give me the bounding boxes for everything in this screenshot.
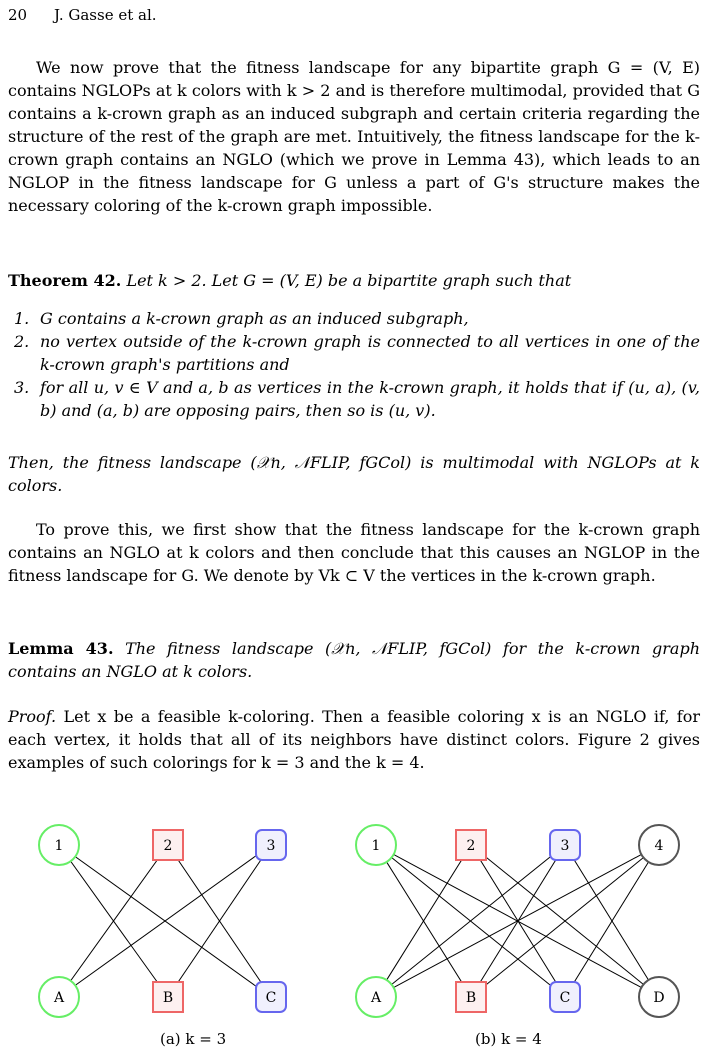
proof-outline-text: To prove this, we first show that the fitness landscape for the k-crown graph contains an NGLO at k colors and then conclude that this causes an NGLOP in the fitness landscape for G. We denote by Vk ⊂ V the vertices in the k-crown graph. [8, 520, 700, 585]
condition-number: 3. [14, 378, 30, 397]
proof-paragraph [8, 705, 700, 774]
theorem-conclusion: Then, the fitness landscape (𝒳n, 𝒩FLIP, fGCol) is multimodal with NGLOPs at k colors. [8, 453, 700, 495]
proof-outline-paragraph [8, 518, 700, 587]
vertex-label: A [370, 990, 382, 1006]
intro-paragraph [8, 56, 700, 217]
caption-k4: (b) k = 4 [475, 1030, 542, 1048]
vertex-label: 4 [654, 838, 664, 854]
vertex-label: 1 [54, 838, 64, 854]
vertex-label: D [653, 990, 665, 1006]
proof-label: Proof. [8, 707, 57, 726]
condition-number: 1. [14, 309, 30, 328]
theorem-label: Theorem 42. [8, 271, 122, 290]
vertex-label: C [559, 990, 571, 1006]
condition-text: G contains a k-crown graph as an induced subgraph, [40, 309, 469, 328]
running-header [8, 6, 157, 24]
vertex-label: A [53, 990, 65, 1006]
vertex-label: 3 [266, 838, 276, 854]
crown-graph-figure [8, 812, 700, 1027]
condition-item [8, 307, 700, 330]
vertex-label: 3 [560, 838, 570, 854]
caption-k3: (a) k = 3 [160, 1030, 227, 1048]
condition-text: for all u, v ∈ V and a, b as vertices in the k-crown graph, it holds that if (u, a), (v, b) and (a, b) are opposing pairs, then so is (u, v). [40, 378, 700, 420]
vertex-label: 2 [163, 838, 173, 854]
crown-graph-k3 [39, 825, 286, 1017]
condition-text: no vertex outside of the k-crown graph is connected to all vertices in one of the k-crown graph's partitions and [40, 332, 700, 374]
theorem-statement [8, 269, 700, 292]
theorem-text: Let k > 2. Let G = (V, E) be a bipartite graph such that [126, 271, 572, 290]
lemma-label: Lemma 43. [8, 639, 114, 658]
intro-text: We now prove that the fitness landscape for any bipartite graph G = (V, E) contains NGLOPs at k colors with k > 2 and is therefore multimodal, provided that G contains a k-crown graph as an induced subgraph and certain criteria regarding the structure of the rest of the graph are met. Intuitively, the fitness landscape for the k-crown graph contains an NGLO (which we prove in Lemma 43), which leads to an NGLOP in the fitness landscape for G unless a part of G's structure makes the necessary coloring of the k-crown graph impossible. [8, 58, 700, 215]
condition-item [8, 330, 700, 376]
vertex-label: 2 [466, 838, 476, 854]
lemma-statement [8, 637, 700, 683]
condition-item [8, 376, 700, 422]
theorem-conditions [8, 307, 700, 422]
vertex-label: B [465, 990, 477, 1006]
lemma-text: The fitness landscape (𝒳n, 𝒩FLIP, fGCol) for the k-crown graph contains an NGLO at k colors. [8, 639, 701, 681]
running-title: J. Gasse et al. [54, 6, 157, 24]
vertex-label: 1 [371, 838, 381, 854]
condition-number: 2. [14, 332, 30, 351]
crown-graph-k4 [356, 825, 679, 1017]
page-number: 20 [8, 6, 28, 24]
vertex-label: C [265, 990, 277, 1006]
proof-text: Let x be a feasible k-coloring. Then a feasible coloring x is an NGLO if, for each vertex, it holds that all of its neighbors have distinct colors. Figure 2 gives examples of such colorings for k = 3 and the k = 4. [8, 707, 700, 772]
vertex-label: B [162, 990, 174, 1006]
